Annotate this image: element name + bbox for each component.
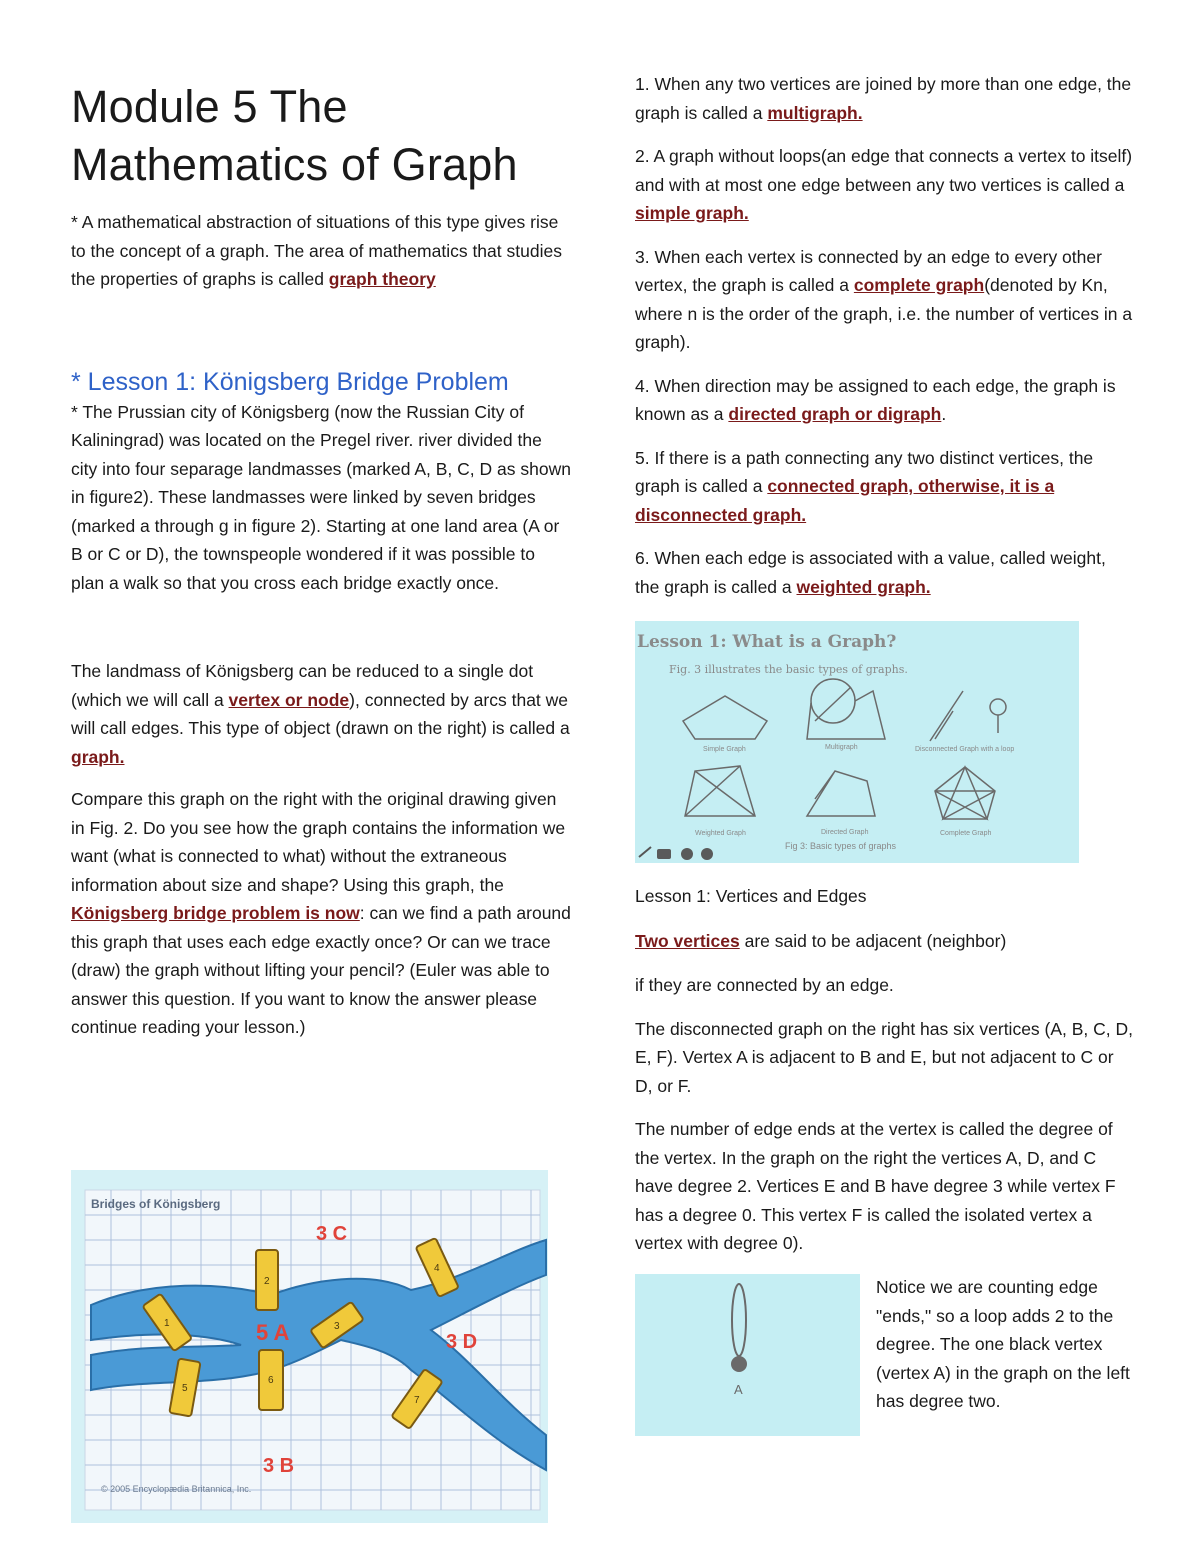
item3-tail: (denoted by Kn, where n is the order of the graph, i.e. the number of vertices in a graph). xyxy=(635,275,1133,352)
vertex-a-dot xyxy=(731,1356,747,1372)
title-line-2: Mathematics of Graph xyxy=(71,139,518,190)
loop-svg xyxy=(635,1274,860,1436)
complete-graph-term: complete graph xyxy=(853,275,985,295)
play-icon xyxy=(701,848,713,860)
bridge-number-7: 7 xyxy=(414,1395,420,1406)
graph-types-caption: Fig 3: Basic types of graphs xyxy=(785,841,897,851)
graph-types-subtitle: Fig. 3 illustrates the basic types of graphs. xyxy=(669,663,908,676)
definition-complete-graph xyxy=(635,243,1135,357)
lesson1-heading: * Lesson 1: Königsberg Bridge Problem xyxy=(71,367,509,396)
directed-graph-term: directed graph or digraph xyxy=(728,404,942,424)
left-column xyxy=(71,78,571,1042)
definition-multigraph xyxy=(635,70,1135,127)
item5-text: 5. If there is a path connecting any two distinct vertices, the graph is called a xyxy=(635,447,1094,496)
landmass-text-2: ), connected by arcs that we will call edges. This type of object (drawn on the right) is called a xyxy=(71,689,570,738)
settings-icon xyxy=(681,848,693,860)
prussian-paragraph: * The Prussian city of Königsberg (now the Russian City of Kaliningrad) was located on the Pregel river. river divided the city into four separage landmasses (marked A, B, C, D as shown in figure2). These landmasses were linked by seven bridges (marked a through g in figure 2). Starting at one land area (A or B or C or D), the townspeople wondered if it was possible to plan a walk so that you cross each bridge exactly once. xyxy=(71,401,571,593)
definition-connected-graph xyxy=(635,444,1135,530)
right-column xyxy=(635,70,1135,601)
bridges-of-konigsberg-figure xyxy=(71,1170,548,1523)
landmass-paragraph xyxy=(71,657,571,771)
bridges-title: Bridges of Königsberg xyxy=(91,1197,221,1211)
graph-term: graph. xyxy=(71,746,125,767)
intro-paragraph xyxy=(71,208,571,294)
bridge-number-1: 1 xyxy=(164,1318,170,1329)
item6-text: 6. When each edge is associated with a value, called weight, the graph is called a xyxy=(635,548,1106,597)
multigraph-term: multigraph. xyxy=(767,102,863,123)
adjacent-text: are said to be adjacent (neighbor) xyxy=(739,930,1007,951)
graph-theory-term: graph theory xyxy=(328,269,436,289)
definition-weighted-graph xyxy=(635,544,1135,601)
item4-text: 4. When direction may be assigned to each edge, the graph is known as a xyxy=(635,375,1116,424)
item4-tail: . xyxy=(941,404,947,424)
land-b-label: 3 B xyxy=(263,1455,295,1477)
title-line-1: Module 5 The xyxy=(71,81,348,132)
vertices-edges-section xyxy=(635,882,1135,1258)
graph-types-figure xyxy=(635,621,1079,863)
bridge-number-6: 6 xyxy=(268,1375,274,1386)
compare-text-2: : can we find a path around this graph that uses each edge exactly once? Or can we trace (draw) the graph without lifting your pencil? (Euler was able to answer this question. If you want to know the answer please continue reading your lesson.) xyxy=(71,903,571,1037)
item2-text: 2. A graph without loops(an edge that connects a vertex to itself) and with at most one edge between any two vertices is called a xyxy=(635,146,1133,195)
graph-types-svg xyxy=(635,621,1079,863)
notice-paragraph: Notice we are counting edge "ends," so a loop adds 2 to the degree. The one black vertex (vertex A) in the graph on the left has degree two. xyxy=(876,1277,1130,1411)
connected-graph-term: connected graph, otherwise, it is a disconnected graph. xyxy=(635,476,1055,525)
adjacent-paragraph xyxy=(635,927,1135,956)
bridge-number-2: 2 xyxy=(264,1276,270,1287)
simple-graph-label: Simple Graph xyxy=(703,746,746,753)
weighted-label: Weighted Graph xyxy=(695,830,746,837)
multigraph-label: Multigraph xyxy=(825,744,858,751)
weighted-graph-term: weighted graph. xyxy=(796,576,931,597)
graph-types-title: Lesson 1: What is a Graph? xyxy=(637,632,897,652)
two-vertices-term: Two vertices xyxy=(635,930,740,951)
definition-simple-graph xyxy=(635,142,1135,228)
definition-directed-graph xyxy=(635,372,1135,429)
item1-text: 1. When any two vertices are joined by more than one edge, the graph is called a xyxy=(635,74,1132,123)
bridges-svg xyxy=(71,1170,548,1523)
simple-graph-term: simple graph. xyxy=(635,203,749,223)
bridge-number-5: 5 xyxy=(182,1383,188,1394)
degree-paragraph: The number of edge ends at the vertex is called the degree of the vertex. In the graph on the right the vertices A, D, and C have degree 2. Vertices E and B have degree 3 while vertex F has a degree 0. This vertex F is called the isolated vertex a vertex with degree 0). xyxy=(635,1119,1116,1253)
disconnected-label: Disconnected Graph with a loop xyxy=(915,746,1015,753)
notice-section xyxy=(876,1273,1134,1416)
konigsberg-problem-term: Königsberg bridge problem is now xyxy=(71,903,360,923)
land-c-label: 3 C xyxy=(316,1223,348,1245)
bridge-number-4: 4 xyxy=(434,1263,440,1274)
land-d-label: 3 D xyxy=(446,1331,478,1353)
adjacent-paragraph-2: if they are connected by an edge. xyxy=(635,975,894,995)
caption-icon xyxy=(657,849,671,859)
vertex-a-label: A xyxy=(734,1382,743,1397)
landmass-text-1: The landmass of Königsberg can be reduced to a single dot (which we will call a xyxy=(71,661,534,710)
land-a-label: 5 A xyxy=(256,1320,290,1345)
copyright-text: © 2005 Encyclopædia Britannica, Inc. xyxy=(101,1484,252,1494)
loop-vertex-figure xyxy=(635,1274,860,1436)
compare-paragraph xyxy=(71,785,571,1042)
page-title xyxy=(71,78,571,194)
disconnected-paragraph: The disconnected graph on the right has six vertices (A, B, C, D, E, F). Vertex A is adjacent to B and E, but not adjacent to C or D, or F. xyxy=(635,1018,1134,1096)
bridge-number-3: 3 xyxy=(334,1321,340,1332)
complete-label: Complete Graph xyxy=(940,830,992,837)
directed-label: Directed Graph xyxy=(821,829,869,836)
vertex-node-term: vertex or node xyxy=(228,689,350,710)
compare-text-1: Compare this graph on the right with the original drawing given in Fig. 2. Do you see how the graph contains the information we want (what is connected to what) without the extraneous information about size and shape? Using this graph, the xyxy=(71,789,566,895)
intro-text: * A mathematical abstraction of situations of this type gives rise to the concept of a graph. The area of mathematics that studies the properties of graphs is called xyxy=(71,212,562,289)
vertices-heading: Lesson 1: Vertices and Edges xyxy=(635,886,867,906)
item3-text: 3. When each vertex is connected by an edge to every other vertex, the graph is called a xyxy=(635,246,1102,295)
